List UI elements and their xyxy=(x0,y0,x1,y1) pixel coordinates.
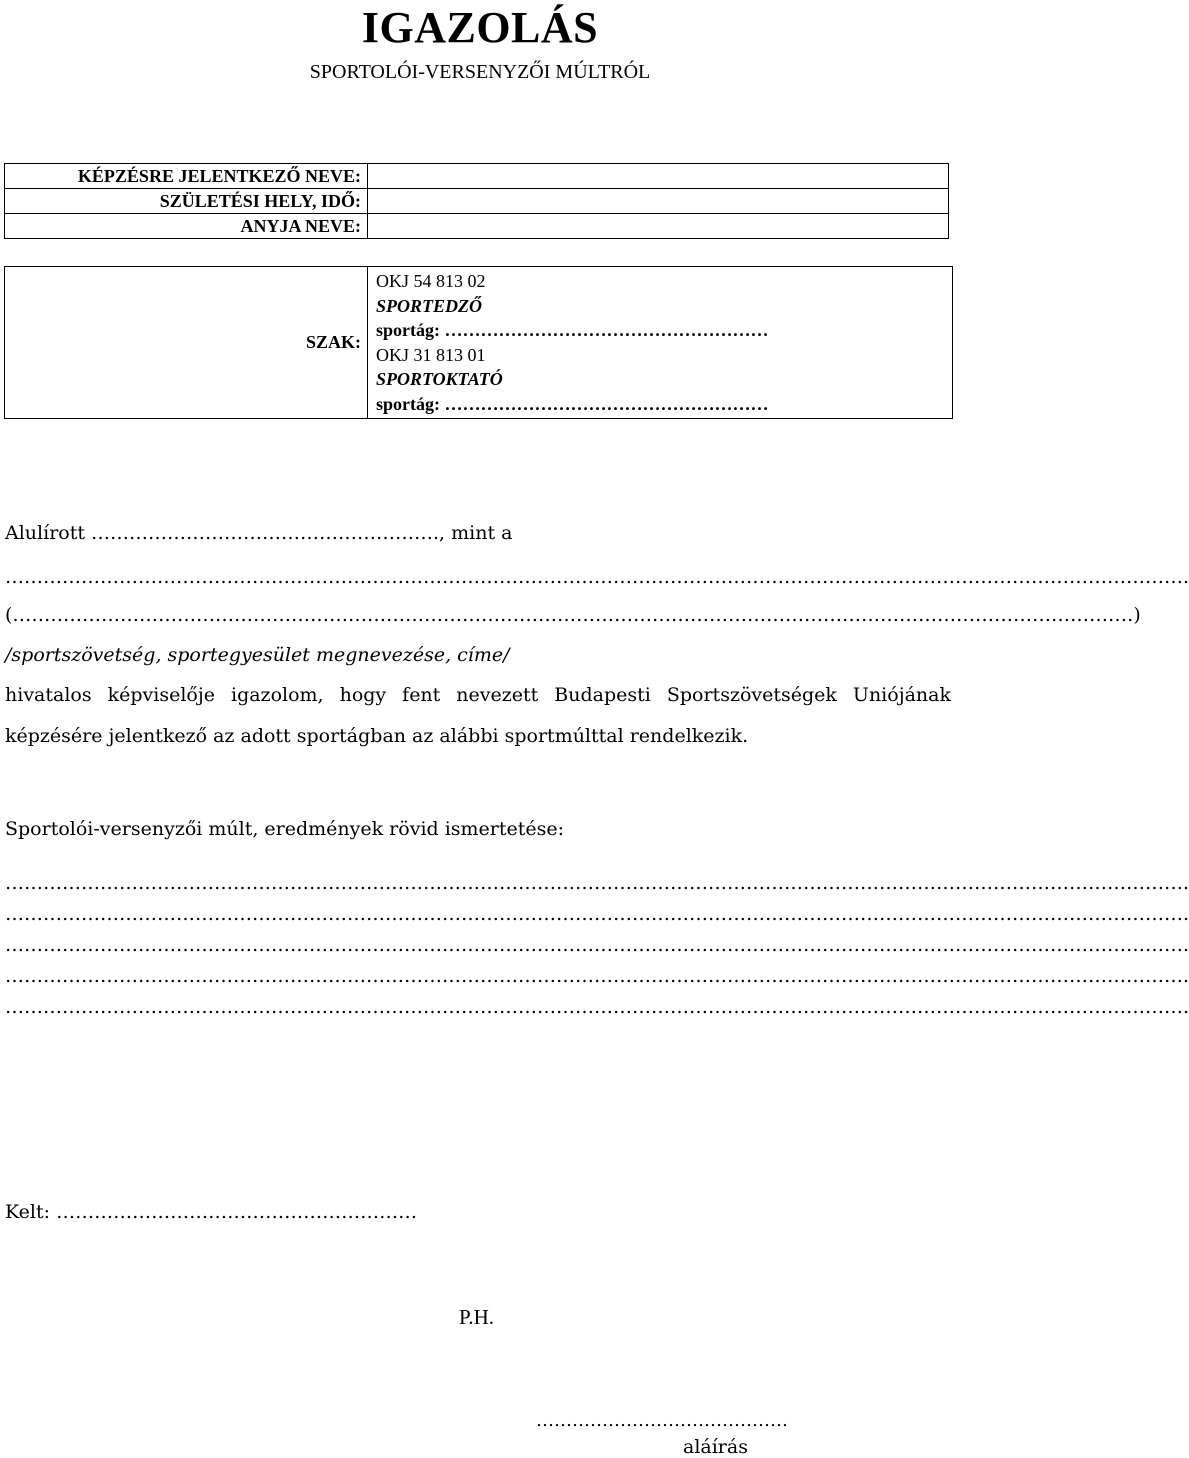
table-row xyxy=(5,189,949,214)
history-fill-line[interactable]: ……………………………………………………………………………………………………………………………………………………………………. xyxy=(5,903,1189,925)
signature-label: aláírás xyxy=(683,1436,748,1458)
dotted-fill-line[interactable]: ……………………………………………………………………………………………………………………………………………………………………. xyxy=(5,566,1189,588)
paragraph-line: hivatalos képviselője igazolom, hogy fent nevezett Budapesti Sportszövetségek Uniójának xyxy=(5,684,951,706)
szak-name-sportedzo: SPORTEDZŐ xyxy=(376,295,483,316)
document-title: IGAZOLÁS xyxy=(361,3,599,52)
okj-code-sportoktato: OKJ 31 813 01 xyxy=(376,344,486,365)
table-row xyxy=(5,267,953,419)
organization-fill-line[interactable]: (……………………………………………………………………………………………………………………………………………………………) xyxy=(5,604,1141,626)
history-fill-line[interactable]: ……………………………………………………………………………………………………………………………………………………………………. xyxy=(5,872,1189,894)
table-row xyxy=(5,214,949,239)
history-fill-line[interactable]: ……………………………………………………………………………………………………………………………………………………………………. xyxy=(5,996,1189,1018)
applicant-name-field[interactable] xyxy=(368,164,949,189)
history-fill-line[interactable]: ……………………………………………………………………………………………………………………………………………………………………. xyxy=(5,934,1189,956)
stamp-placeholder: P.H. xyxy=(459,1305,495,1329)
szak-options[interactable] xyxy=(368,267,953,419)
mother-name-label: ANYJA NEVE: xyxy=(5,214,368,239)
sportag-field-sportedzo[interactable]: sportág: ……………………………………………… xyxy=(376,320,769,340)
kelt-date-field[interactable]: Kelt: ………………………………………………… xyxy=(5,1201,418,1223)
signature-line[interactable]: …………………………………… xyxy=(536,1410,788,1431)
alulirott-line[interactable]: Alulírott ………………………………………………., mint a xyxy=(5,522,513,544)
szak-label: SZAK: xyxy=(5,267,368,419)
history-fill-line[interactable]: ……………………………………………………………………………………………………………………………………………………………………. xyxy=(5,965,1189,987)
organization-caption: /sportszövetség, sportegyesület megnevezése, címe/ xyxy=(5,644,510,666)
paragraph-line: képzésére jelentkező az adott sportágban az alábbi sportmúlttal rendelkezik. xyxy=(5,725,749,747)
applicant-name-label: KÉPZÉSRE JELENTKEZŐ NEVE: xyxy=(5,164,368,189)
table-row xyxy=(5,164,949,189)
birth-place-date-label: SZÜLETÉSI HELY, IDŐ: xyxy=(5,189,368,214)
mother-name-field[interactable] xyxy=(368,214,949,239)
history-heading: Sportolói-versenyzői múlt, eredmények rövid ismertetése: xyxy=(5,818,565,840)
document-subtitle: SPORTOLÓI-VERSENYZŐI MÚLTRÓL xyxy=(309,61,651,83)
szak-name-sportoktato: SPORTOKTATÓ xyxy=(376,369,503,389)
okj-code-sportedzo: OKJ 54 813 02 xyxy=(376,271,486,291)
applicant-table xyxy=(4,163,949,239)
szak-table xyxy=(4,266,953,419)
birth-place-date-field[interactable] xyxy=(368,189,949,214)
sportag-field-sportoktato[interactable]: sportág: ……………………………………………… xyxy=(376,393,769,414)
